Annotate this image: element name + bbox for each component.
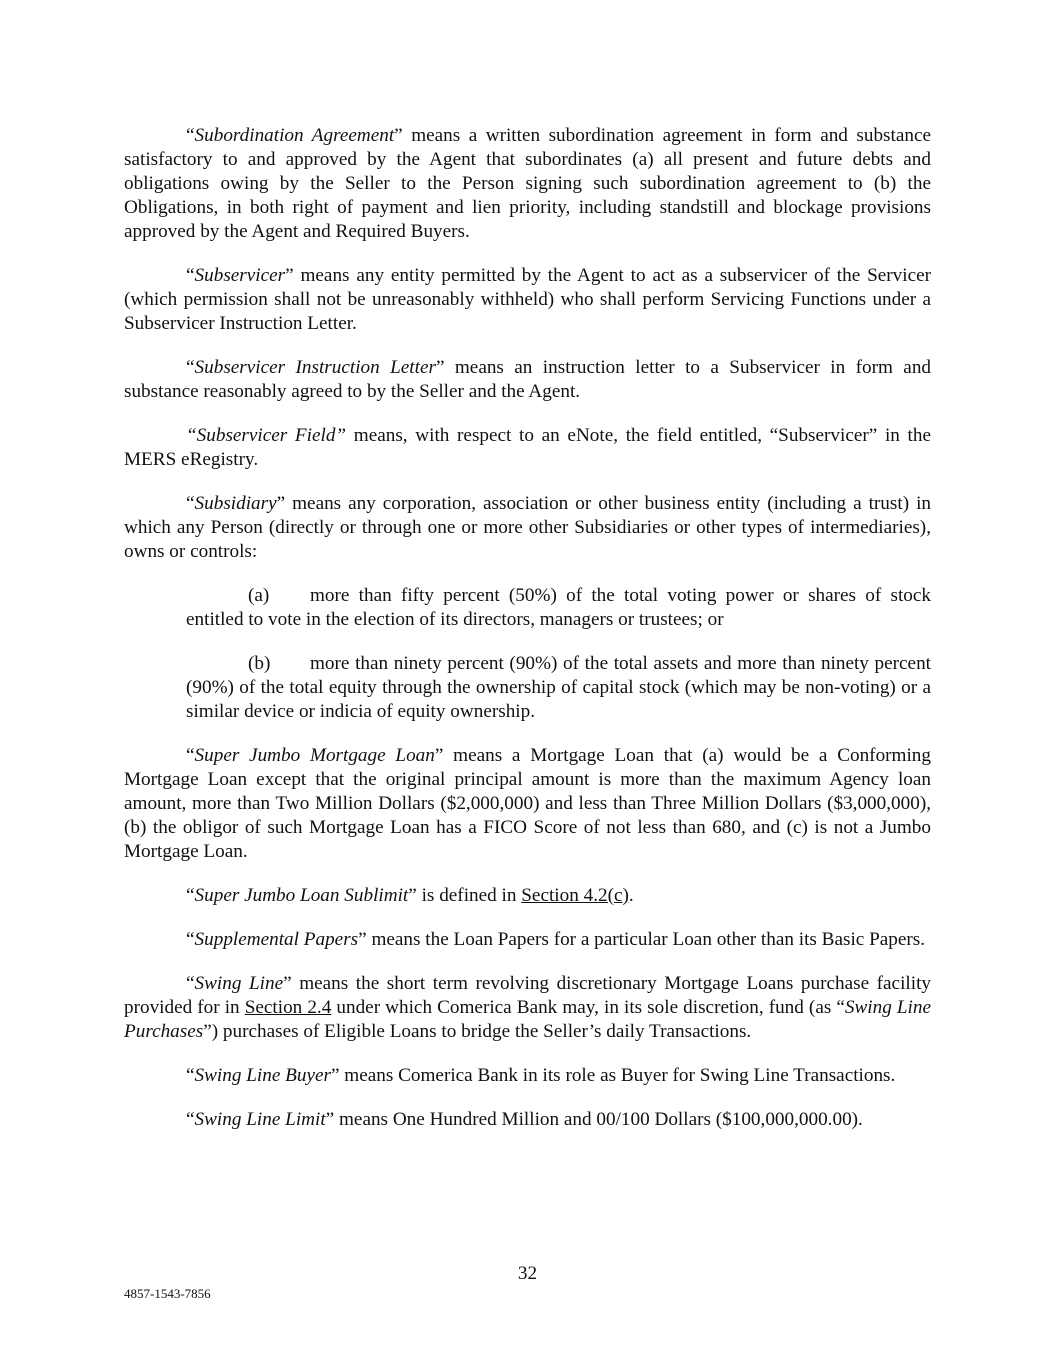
defined-term: Supplemental Papers [194,929,359,950]
defined-term: Super Jumbo Loan Sublimit [194,885,409,906]
defined-term: Subservicer [194,265,286,286]
subsidiary-clause-b: (b) more than ninety percent (90%) of the total assets and more than ninety percent (90%) of the total equity through the ownership of capital stock (which may be non-voting) or a similar device or indicia of equity ownership. [186,653,931,722]
defined-term: Subservicer Instruction Letter [194,357,436,378]
definition-subservicer-field: “Subservicer Field” means, with respect to an eNote, the field entitled, “Subservicer” in the MERS eRegistry. [124,425,931,470]
defined-term: Swing Line Purchases [124,997,931,1042]
definition-swing-line-limit: “Swing Line Limit” means One Hundred Million and 00/100 Dollars ($100,000,000.00). [186,1109,863,1130]
definition-supplemental-papers: “Supplemental Papers” means the Loan Papers for a particular Loan other than its Basic Papers. [186,929,926,950]
definition-swing-line: “Swing Line” means the short term revolving discretionary Mortgage Loans purchase facility provided for in Section 2.4 under which Comerica Bank may, in its sole discretion, fund (as “Swing Line Purchases”) purchases of Eligible Loans to bridge the Seller’s daily Transactions. [124,973,931,1042]
definition-subsidiary: “Subsidiary” means any corporation, association or other business entity (including a trust) in which any Person (directly or through one or more other Subsidiaries or other types of intermediaries), owns or controls: [124,493,931,562]
document-id: 4857-1543-7856 [124,1286,211,1301]
defined-term: Super Jumbo Mortgage Loan [194,745,435,766]
definition-super-jumbo-mortgage-loan: “Super Jumbo Mortgage Loan” means a Mortgage Loan that (a) would be a Conforming Mortgage Loan except that the original principal amount is more than the maximum Agency loan amount, more than Two Million Dollars ($2,000,000) and less than Three Million Dollars ($3,000,000), (b) the obligor of such Mortgage Loan has a FICO Score of not less than 680, and (c) is not a Jumbo Mortgage Loan. [124,745,931,862]
defined-term: Swing Line [194,973,284,994]
defined-term: “Subservicer Field” [186,425,347,446]
defined-term: Subsidiary [194,493,277,514]
document-page [124,124,931,1152]
clause-label: (a) [248,585,270,606]
definition-subservicer-instruction-letter: “Subservicer Instruction Letter” means an instruction letter to a Subservicer in form and substance reasonably agreed to by the Seller and the Agent. [124,357,932,402]
defined-term: Swing Line Buyer [194,1065,331,1086]
definition-subservicer: “Subservicer” means any entity permitted by the Agent to act as a subservicer of the Servicer (which permission shall not be unreasonably withheld) who shall perform Servicing Functions under a Subservicer Instruction Letter. [124,265,931,334]
subsidiary-clause-a: (a) more than fifty percent (50%) of the total voting power or shares of stock entitled to vote in the election of its directors, managers or trustees; or [186,585,931,630]
section-reference-link[interactable]: Section 4.2(c) [521,885,629,906]
clause-label: (b) [248,653,271,674]
page-number: 32 [517,1263,538,1284]
section-reference-link[interactable]: Section 2.4 [244,997,332,1018]
definition-super-jumbo-loan-sublimit: “Super Jumbo Loan Sublimit” is defined in Section 4.2(c). [186,885,634,906]
defined-term: Swing Line Limit [194,1109,326,1130]
definition-swing-line-buyer: “Swing Line Buyer” means Comerica Bank in its role as Buyer for Swing Line Transactions. [186,1065,896,1086]
defined-term: Subordination Agreement [194,125,395,146]
definition-subordination-agreement: “Subordination Agreement” means a written subordination agreement in form and substance satisfactory to and approved by the Agent that subordinates (a) all present and future debts and obligations owing by the Seller to the Person signing such subordination agreement to (b) the Obligations, in both right of payment and lien priority, including standstill and blockage provisions approved by the Agent and Required Buyers. [124,125,931,242]
